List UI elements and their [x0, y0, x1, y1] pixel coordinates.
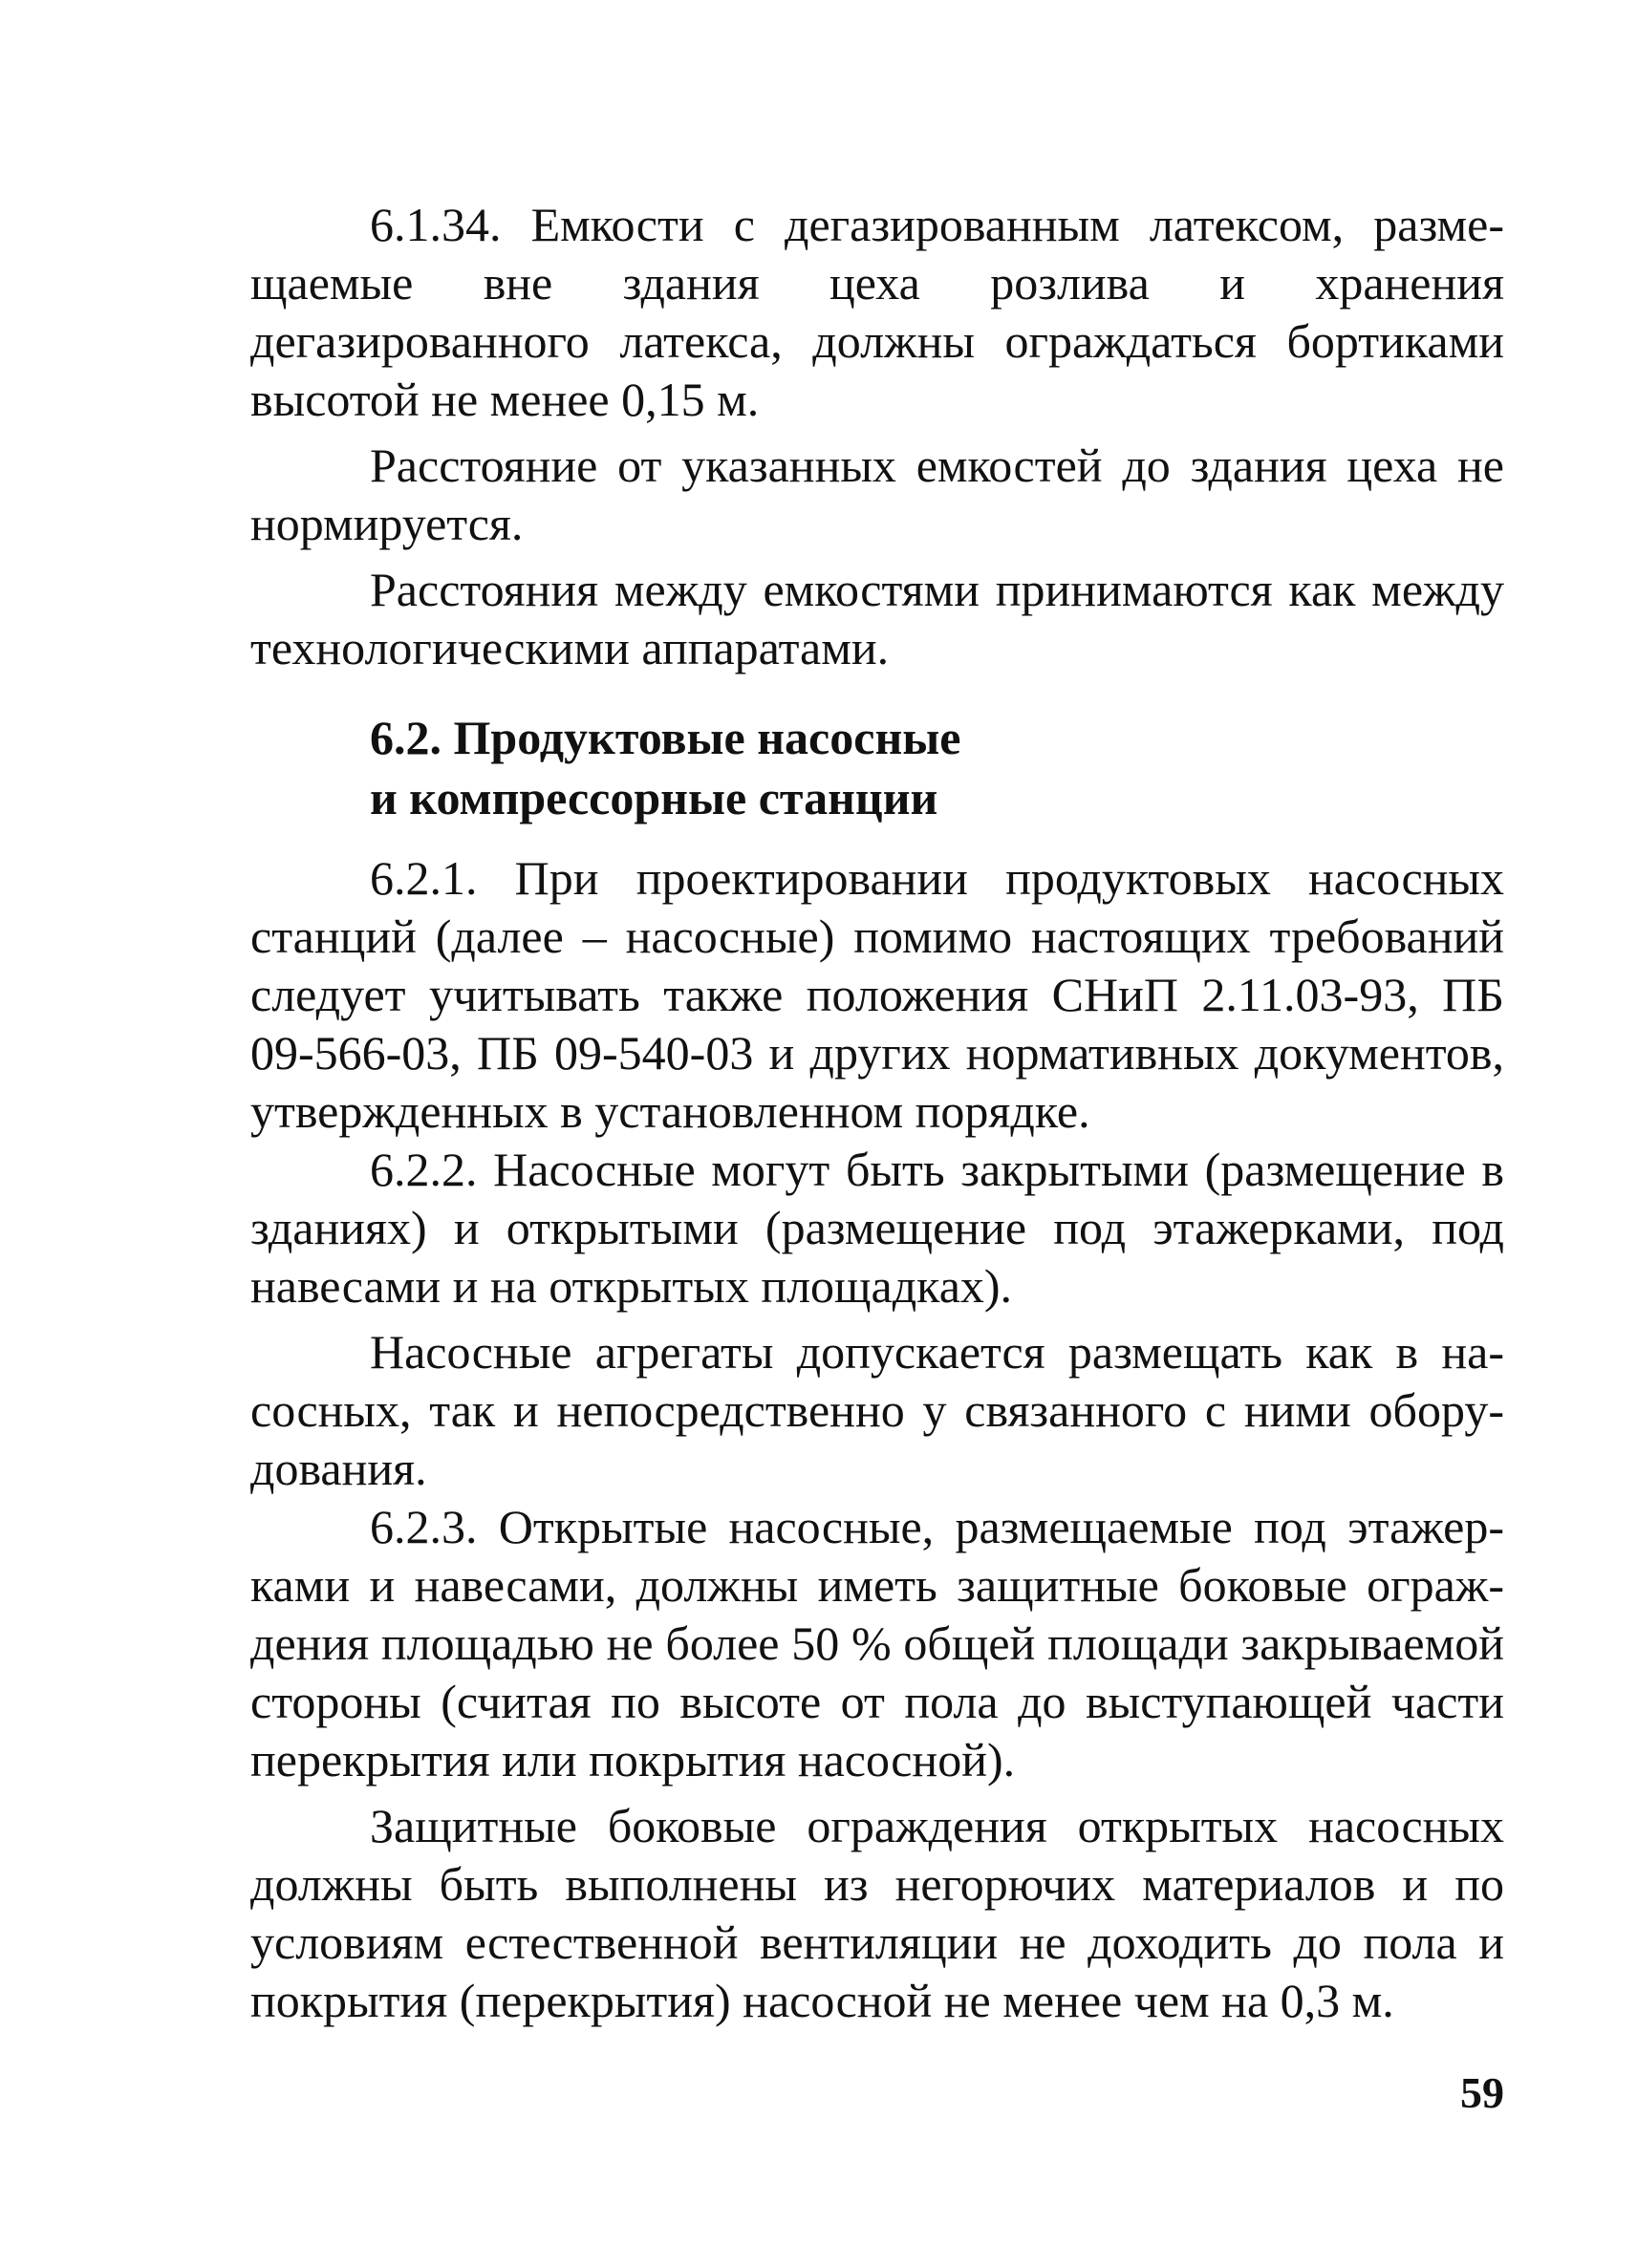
- document-page: [250, 196, 1504, 2030]
- section-heading-line-2: и компрессорные станции: [370, 771, 938, 824]
- paragraph-pump-units: Насосные агрегаты допускается размещать как в насосных, так и непосредственно у связанного с ними оборудования.: [250, 1325, 1504, 1495]
- paragraph-6-1-34: 6.1.34. Емкости с дегазированным латексом, размещаемые вне здания цеха розлива и хранения дегазированного латекса, должны ограждаться бортиками высотой не менее 0,15 м.: [250, 198, 1504, 426]
- paragraph-distance-between-tanks: Расстояния между емкостями принимаются как между технологическими аппаратами.: [250, 563, 1504, 674]
- paragraph-protective-fences: Защитные боковые ограждения открытых насосных должны быть выполнены из негорючих материалов и по условиям естественной вентиляции не доходить до пола и покрытия (перекрытия) насосной не менее чем на 0,3 м.: [250, 1799, 1504, 2027]
- paragraph-6-2-2: 6.2.2. Насосные могут быть закрытыми (размещение в зданиях) и открытыми (размещение под этажерками, под навесами и на открытых площадках).: [250, 1143, 1504, 1313]
- section-heading: [250, 708, 1504, 828]
- paragraph-6-2-3: 6.2.3. Открытые насосные, размещаемые под этажерками и навесами, должны иметь защитные боковые ограждения площадью не более 50 % общей площади закрываемой стороны (считая по высоте от пола до выступающей части перекрытия или покрытия насосной).: [250, 1500, 1504, 1787]
- paragraph-6-2-1: 6.2.1. При проектировании продуктовых насосных станций (далее – насосные) помимо настоящих требований следует учитывать также положения СНиП 2.11.03-93, ПБ 09-566-03, ПБ 09-540-03 и других нормативных документов, утвержденных в установленном порядке.: [250, 851, 1504, 1138]
- section-heading-line-1: 6.2. Продуктовые насосные: [370, 711, 961, 764]
- page-number: 59: [1460, 2068, 1504, 2117]
- paragraph-distance-to-building: Расстояние от указанных емкостей до здания цеха не нормируется.: [250, 439, 1504, 550]
